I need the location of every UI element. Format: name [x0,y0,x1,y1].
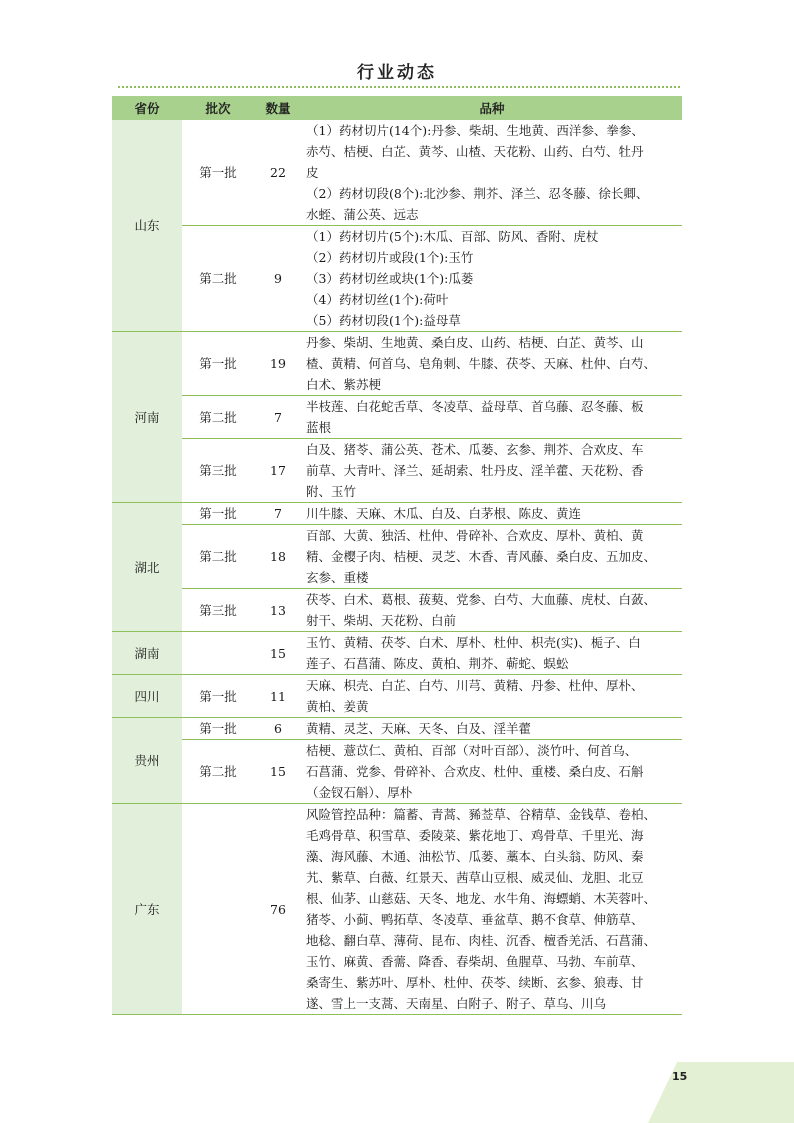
table-row [112,226,682,332]
batch-cell: 第三批 [182,589,254,632]
table-row [112,718,682,740]
varieties-cell: 丹参、柴胡、生地黄、桑白皮、山药、桔梗、白芷、黄芩、山 楂、黄精、何首乌、皂角刺、牛膝、茯苓、天麻、杜仲、白芍、 白术、紫苏梗 [302,332,682,396]
header-varieties: 品种 [302,96,682,120]
varieties-cell: 黄精、灵芝、天麻、天冬、白及、淫羊藿 [302,718,682,740]
table-row [112,632,682,675]
province-cell: 湖南 [112,632,182,675]
herb-batch-table [112,96,682,1015]
table-row [112,804,682,1015]
varieties-cell: 白及、猪苓、蒲公英、苍术、瓜蒌、玄参、荆芥、合欢皮、车 前草、大青叶、泽兰、延胡索、牡丹皮、淫羊藿、天花粉、香 附、玉竹 [302,439,682,503]
batch-cell: 第二批 [182,226,254,332]
quantity-cell: 15 [254,740,302,804]
table-row [112,589,682,632]
table-row [112,332,682,396]
varieties-cell: 桔梗、薏苡仁、黄柏、百部（对叶百部）、淡竹叶、何首乌、 石菖蒲、党参、骨碎补、合欢皮、杜仲、重楼、桑白皮、石斛 （金钗石斛）、厚朴 [302,740,682,804]
province-cell: 山东 [112,120,182,332]
varieties-cell: （1）药材切片(5个):木瓜、百部、防风、香附、虎杖 （2）药材切片或段(1个):玉竹 （3）药材切丝或块(1个):瓜蒌 （4）药材切丝(1个):荷叶 （5）药材切段(1个):益母草 [302,226,682,332]
province-cell: 贵州 [112,718,182,804]
varieties-cell: 半枝莲、白花蛇舌草、冬凌草、益母草、首乌藤、忍冬藤、板 蓝根 [302,396,682,439]
quantity-cell: 11 [254,675,302,718]
quantity-cell: 22 [254,120,302,226]
varieties-cell: （1）药材切片(14个):丹参、柴胡、生地黄、西洋参、拳参、 赤芍、桔梗、白芷、黄芩、山楂、天花粉、山药、白芍、牡丹 皮 （2）药材切段(8个):北沙参、荆芥、泽兰、忍冬藤、徐长卿、 水蛭、蒲公英、远志 [302,120,682,226]
table-row [112,503,682,525]
batch-cell: 第一批 [182,503,254,525]
quantity-cell: 18 [254,525,302,589]
batch-cell [182,804,254,1015]
quantity-cell: 17 [254,439,302,503]
table-row [112,120,682,226]
batch-cell: 第二批 [182,396,254,439]
table-row [112,439,682,503]
province-cell: 广东 [112,804,182,1015]
batch-cell: 第一批 [182,675,254,718]
varieties-cell: 天麻、枳壳、白芷、白芍、川芎、黄精、丹参、杜仲、厚朴、 黄柏、姜黄 [302,675,682,718]
varieties-cell: 玉竹、黄精、茯苓、白术、厚朴、杜仲、枳壳(实)、栀子、白 莲子、石菖蒲、陈皮、黄柏、荆芥、蕲蛇、蜈蚣 [302,632,682,675]
quantity-cell: 76 [254,804,302,1015]
page-number: 15 [672,1070,688,1083]
title-divider [118,86,680,88]
header-batch: 批次 [182,96,254,120]
page-title: 行业动态 [357,63,437,83]
batch-cell: 第一批 [182,120,254,226]
header-quantity: 数量 [254,96,302,120]
varieties-cell: 川牛膝、天麻、木瓜、白及、白茅根、陈皮、黄连 [302,503,682,525]
batch-cell: 第二批 [182,525,254,589]
quantity-cell: 9 [254,226,302,332]
table-row [112,740,682,804]
corner-decoration [648,1062,794,1123]
header-province: 省份 [112,96,182,120]
quantity-cell: 6 [254,718,302,740]
batch-cell: 第三批 [182,439,254,503]
batch-cell: 第一批 [182,332,254,396]
table-row [112,675,682,718]
varieties-cell: 茯苓、白术、葛根、菝葜、党参、白芍、大血藤、虎杖、白蔹、 射干、柴胡、天花粉、白前 [302,589,682,632]
varieties-cell: 百部、大黄、独活、杜仲、骨碎补、合欢皮、厚朴、黄柏、黄 精、金樱子肉、桔梗、灵芝、木香、青风藤、桑白皮、五加皮、 玄参、重楼 [302,525,682,589]
batch-cell [182,632,254,675]
batch-cell: 第二批 [182,740,254,804]
province-cell: 湖北 [112,503,182,632]
province-cell: 四川 [112,675,182,718]
quantity-cell: 7 [254,396,302,439]
table-row [112,525,682,589]
quantity-cell: 13 [254,589,302,632]
varieties-cell: 风险管控品种：篇蓄、青蒿、豨莶草、谷精草、金钱草、卷柏、 毛鸡骨草、积雪草、委陵菜、紫花地丁、鸡骨草、千里光、海 藻、海风藤、木通、油松节、瓜蒌、藁本、白头翁、防风、秦 艽、紫草、白薇、红景天、茜草山豆根、威灵仙、龙胆、北豆 根、仙茅、山慈菇、天冬、地龙、水牛角、海螵蛸、木芙蓉叶、 猪苓、小蓟、鸭拓草、冬凌草、垂盆草、鹅不食草、伸筋草、 地稔、翻白草、薄荷、昆布、肉桂、沉香、檀香羌活、石菖蒲、 玉竹、麻黄、香薷、降香、春柴胡、鱼腥草、马勃、车前草、 桑寄生、紫苏叶、厚朴、杜仲、茯苓、续断、玄参、狼毒、甘 遂、雪上一支蒿、天南星、白附子、附子、草乌、川乌 [302,804,682,1015]
table-row [112,396,682,439]
table-header-row [112,96,682,120]
province-cell: 河南 [112,332,182,503]
quantity-cell: 7 [254,503,302,525]
batch-cell: 第一批 [182,718,254,740]
quantity-cell: 15 [254,632,302,675]
quantity-cell: 19 [254,332,302,396]
